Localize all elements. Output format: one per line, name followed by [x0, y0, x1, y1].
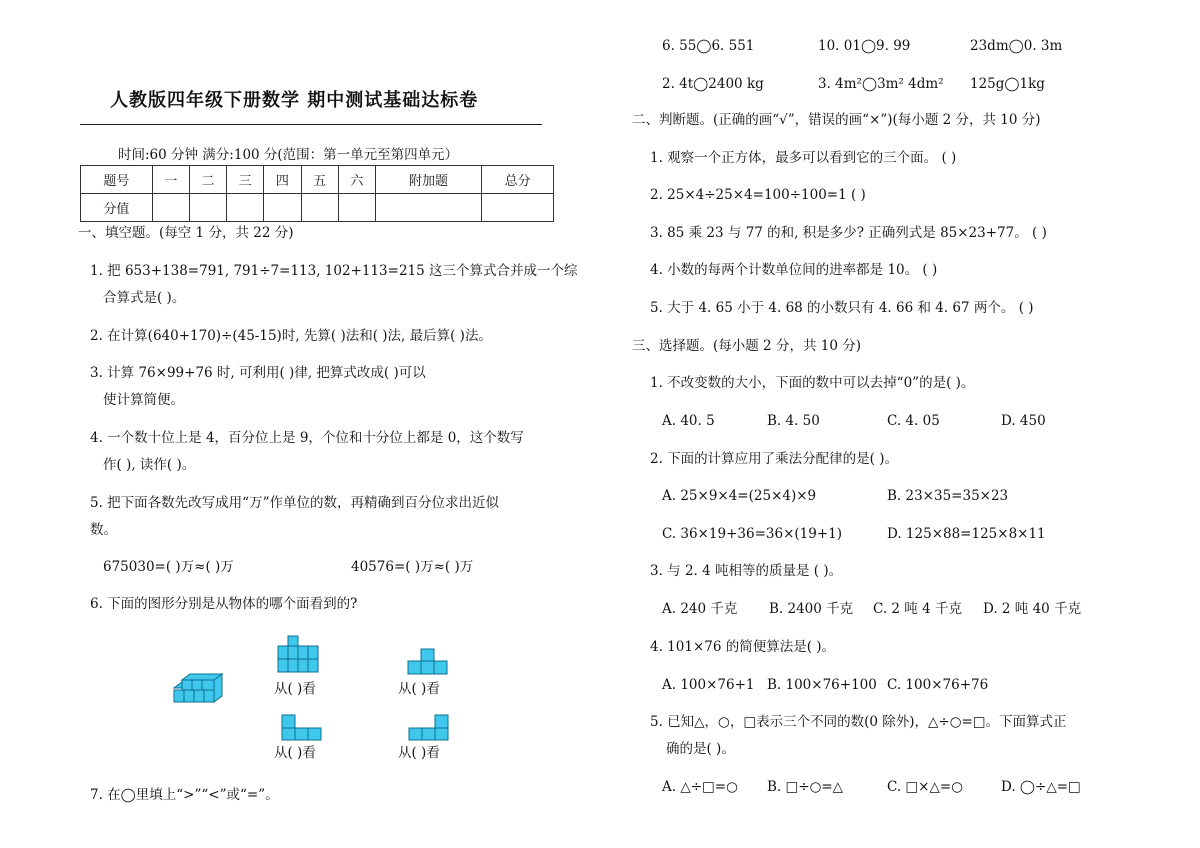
choice-3-option-b[interactable]: B. 2400 千克	[769, 601, 854, 617]
choice-1-option-c[interactable]: C. 4. 05	[887, 413, 940, 429]
question-4-line-1: 4. 一个数十位上是 4，百分位上是 9，个位和十分位上都是 0，这个数写	[90, 430, 524, 446]
exam-info: 时间:60 分钟 满分:100 分(范围：第一单元至第四单元）	[118, 147, 459, 163]
choice-3-option-a[interactable]: A. 240 千克	[662, 601, 738, 617]
question-3-line-2: 使计算简便。	[103, 392, 184, 408]
score-table-cell: 总分	[482, 166, 554, 194]
compare-item-3: 23dm◯0. 3m	[970, 38, 1063, 54]
choice-5-option-d[interactable]: D. ◯÷△=□	[1001, 779, 1081, 795]
score-table-cell: 三	[227, 166, 264, 194]
title-divider	[80, 124, 542, 125]
question-5-line-2: 数。	[90, 522, 117, 538]
score-table-cell: 一	[152, 166, 189, 194]
choice-2-option-a[interactable]: A. 25×9×4=(25×4)×9	[662, 488, 817, 504]
view-label-4: 从( )看	[398, 745, 440, 761]
question-3-line-1: 3. 计算 76×99+76 时, 可利用( )律, 把算式改成( )可以	[90, 365, 426, 381]
choice-2-option-d[interactable]: D. 125×88=125×8×11	[887, 526, 1046, 542]
compare-item-4: 2. 4t◯2400 kg	[662, 76, 764, 92]
section-2-heading: 二、判断题。(正确的画“√”，错误的画“×”)(每小题 2 分，共 10 分)	[632, 112, 1041, 128]
section-1-heading: 一、填空题。(每空 1 分，共 22 分)	[78, 225, 294, 241]
choice-5-option-a[interactable]: A. △÷□=○	[662, 779, 738, 795]
view-label-1: 从( )看	[274, 681, 316, 697]
score-input-cell[interactable]	[301, 194, 338, 222]
question-5-line-1: 5. 把下面各数先改写成用“万”作单位的数，再精确到百分位求出近似	[90, 495, 499, 511]
score-input-cell[interactable]	[227, 194, 264, 222]
score-input-cell[interactable]	[152, 194, 189, 222]
choice-1-option-b[interactable]: B. 4. 50	[767, 413, 820, 429]
view-figure-1	[277, 635, 321, 675]
score-input-cell[interactable]	[375, 194, 481, 222]
choice-2-option-b[interactable]: B. 23×35=35×23	[887, 488, 1009, 504]
score-input-cell[interactable]	[482, 194, 554, 222]
choice-3-option-d[interactable]: D. 2 吨 40 千克	[983, 601, 1082, 617]
choice-4-option-a[interactable]: A. 100×76+1	[662, 677, 755, 693]
choice-4-option-b[interactable]: B. 100×76+100	[767, 677, 877, 693]
score-table-cell: 二	[189, 166, 226, 194]
judge-1: 1. 观察一个正方体，最多可以看到它的三个面。 ( )	[650, 150, 957, 166]
question-5-item-b: 40576=( )万≈( )万	[351, 559, 474, 575]
choice-1: 1. 不改变数的大小，下面的数中可以去掉“0”的是( )。	[650, 375, 975, 391]
judge-4: 4. 小数的每两个计数单位间的进率都是 10。 ( )	[650, 262, 938, 278]
choice-5-option-b[interactable]: B. □÷○=△	[767, 779, 844, 795]
question-1-line-1: 1. 把 653+138=791, 791÷7=113, 102+113=215 这三个算式合并成一个综	[90, 263, 578, 279]
question-7: 7. 在◯里填上“>”“<”或“=”。	[90, 787, 279, 803]
cube-solid-figure	[170, 670, 230, 712]
choice-3: 3. 与 2. 4 吨相等的质量是 ( )。	[650, 563, 843, 579]
score-input-cell[interactable]	[338, 194, 375, 222]
score-table-header-row	[81, 166, 554, 194]
judge-5: 5. 大于 4. 65 小于 4. 68 的小数只有 4. 66 和 4. 67 两个。 ( )	[650, 300, 1034, 316]
question-6: 6. 下面的图形分别是从物体的哪个面看到的?	[90, 596, 358, 612]
compare-item-2: 10. 01◯9. 99	[818, 38, 911, 54]
score-table-cell: 四	[264, 166, 301, 194]
choice-2-option-c[interactable]: C. 36×19+36=36×(19+1)	[662, 526, 843, 542]
score-input-cell[interactable]	[189, 194, 226, 222]
choice-1-option-a[interactable]: A. 40. 5	[662, 413, 715, 429]
compare-item-1: 6. 55◯6. 551	[662, 38, 755, 54]
page-title: 人教版四年级下册数学 期中测试基础达标卷	[110, 90, 479, 111]
question-5-item-a: 675030=( )万≈( )万	[103, 559, 234, 575]
choice-1-option-d[interactable]: D. 450	[1001, 413, 1046, 429]
judge-3: 3. 85 乘 23 与 77 的和, 积是多少? 正确列式是 85×23+77。 ( )	[650, 225, 1047, 241]
score-table-cell: 题号	[81, 166, 153, 194]
view-figure-4	[408, 714, 450, 742]
question-2: 2. 在计算(640+170)÷(45-15)时, 先算( )法和( )法, 最后算( )法。	[90, 328, 492, 344]
choice-4: 4. 101×76 的简便算法是( )。	[650, 639, 836, 655]
score-table-cell: 分值	[81, 194, 153, 222]
choice-5-line-1: 5. 已知△，○，□表示三个不同的数(0 除外)，△÷○=□。下面算式正	[650, 714, 1067, 730]
choice-5-option-c[interactable]: C. □×△=○	[887, 779, 963, 795]
section-3-heading: 三、选择题。(每小题 2 分，共 10 分)	[632, 338, 861, 354]
score-table-cell: 附加题	[375, 166, 481, 194]
score-table-cell: 五	[301, 166, 338, 194]
judge-2: 2. 25×4÷25×4=100÷100=1 ( )	[650, 187, 866, 203]
choice-3-option-c[interactable]: C. 2 吨 4 千克	[873, 601, 962, 617]
score-table-cell: 六	[338, 166, 375, 194]
view-label-3: 从( )看	[274, 745, 316, 761]
view-figure-2	[407, 648, 451, 676]
choice-4-option-c[interactable]: C. 100×76+76	[887, 677, 989, 693]
compare-item-5: 3. 4m²◯3m² 4dm²	[818, 76, 944, 92]
view-label-2: 从( )看	[398, 681, 440, 697]
choice-2: 2. 下面的计算应用了乘法分配律的是( )。	[650, 451, 898, 467]
question-1-line-2: 合算式是( )。	[103, 290, 186, 306]
score-table-value-row	[81, 194, 554, 222]
compare-item-6: 125g◯1kg	[970, 76, 1045, 92]
score-table	[80, 165, 554, 222]
choice-5-line-2: 确的是( )。	[666, 741, 735, 757]
view-figure-3	[281, 714, 323, 742]
score-input-cell[interactable]	[264, 194, 301, 222]
question-4-line-2: 作( ), 读作( )。	[103, 457, 196, 473]
